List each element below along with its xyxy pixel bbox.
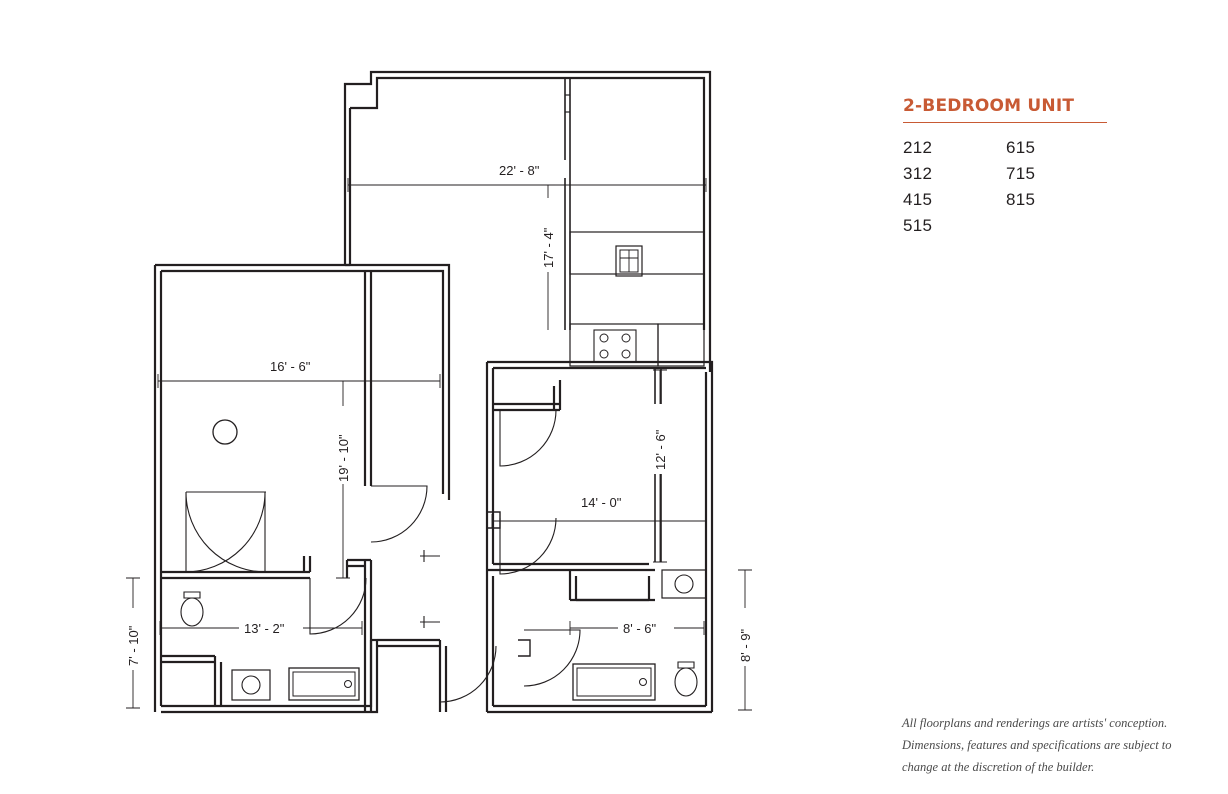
unit-number: 715 bbox=[1006, 164, 1036, 183]
dim-living-width: 22' - 8" bbox=[499, 163, 540, 178]
legend-column-1 bbox=[903, 135, 1006, 239]
dim-bath-width: 8' - 6" bbox=[623, 621, 657, 636]
dim-bath-depth: 8' - 9" bbox=[738, 628, 753, 662]
unit-number: 415 bbox=[903, 190, 933, 209]
dim-lowerleft-depth: 7' - 10" bbox=[126, 625, 141, 666]
unit-legend bbox=[903, 96, 1203, 239]
unit-number: 312 bbox=[903, 164, 933, 183]
disclaimer-line: All floorplans and renderings are artists' conception. bbox=[902, 716, 1168, 730]
unit-number: 615 bbox=[1006, 138, 1036, 157]
floorplan-walls bbox=[155, 72, 712, 712]
dim-bedroom2-width: 14' - 0" bbox=[581, 495, 622, 510]
unit-number: 815 bbox=[1006, 190, 1036, 209]
dim-bedroom2-depth: 12' - 6" bbox=[653, 429, 668, 470]
dim-master-width: 16' - 6" bbox=[270, 359, 311, 374]
disclaimer-line: change at the discretion of the builder. bbox=[902, 760, 1095, 774]
legend-title: 2-BEDROOM UNIT bbox=[903, 96, 1075, 116]
legend-columns bbox=[903, 135, 1203, 239]
disclaimer-line: Dimensions, features and specifications are subject to bbox=[902, 738, 1172, 752]
legend-divider bbox=[903, 122, 1107, 123]
dim-living-depth: 17' - 4" bbox=[541, 227, 556, 268]
unit-number: 212 bbox=[903, 138, 933, 157]
dim-master-depth: 19' - 10" bbox=[336, 434, 351, 482]
unit-number: 515 bbox=[903, 216, 933, 235]
dim-lowerleft-width: 13' - 2" bbox=[244, 621, 285, 636]
legend-column-2 bbox=[1006, 135, 1109, 239]
disclaimer bbox=[902, 712, 1212, 778]
dimension-labels bbox=[124, 160, 754, 670]
